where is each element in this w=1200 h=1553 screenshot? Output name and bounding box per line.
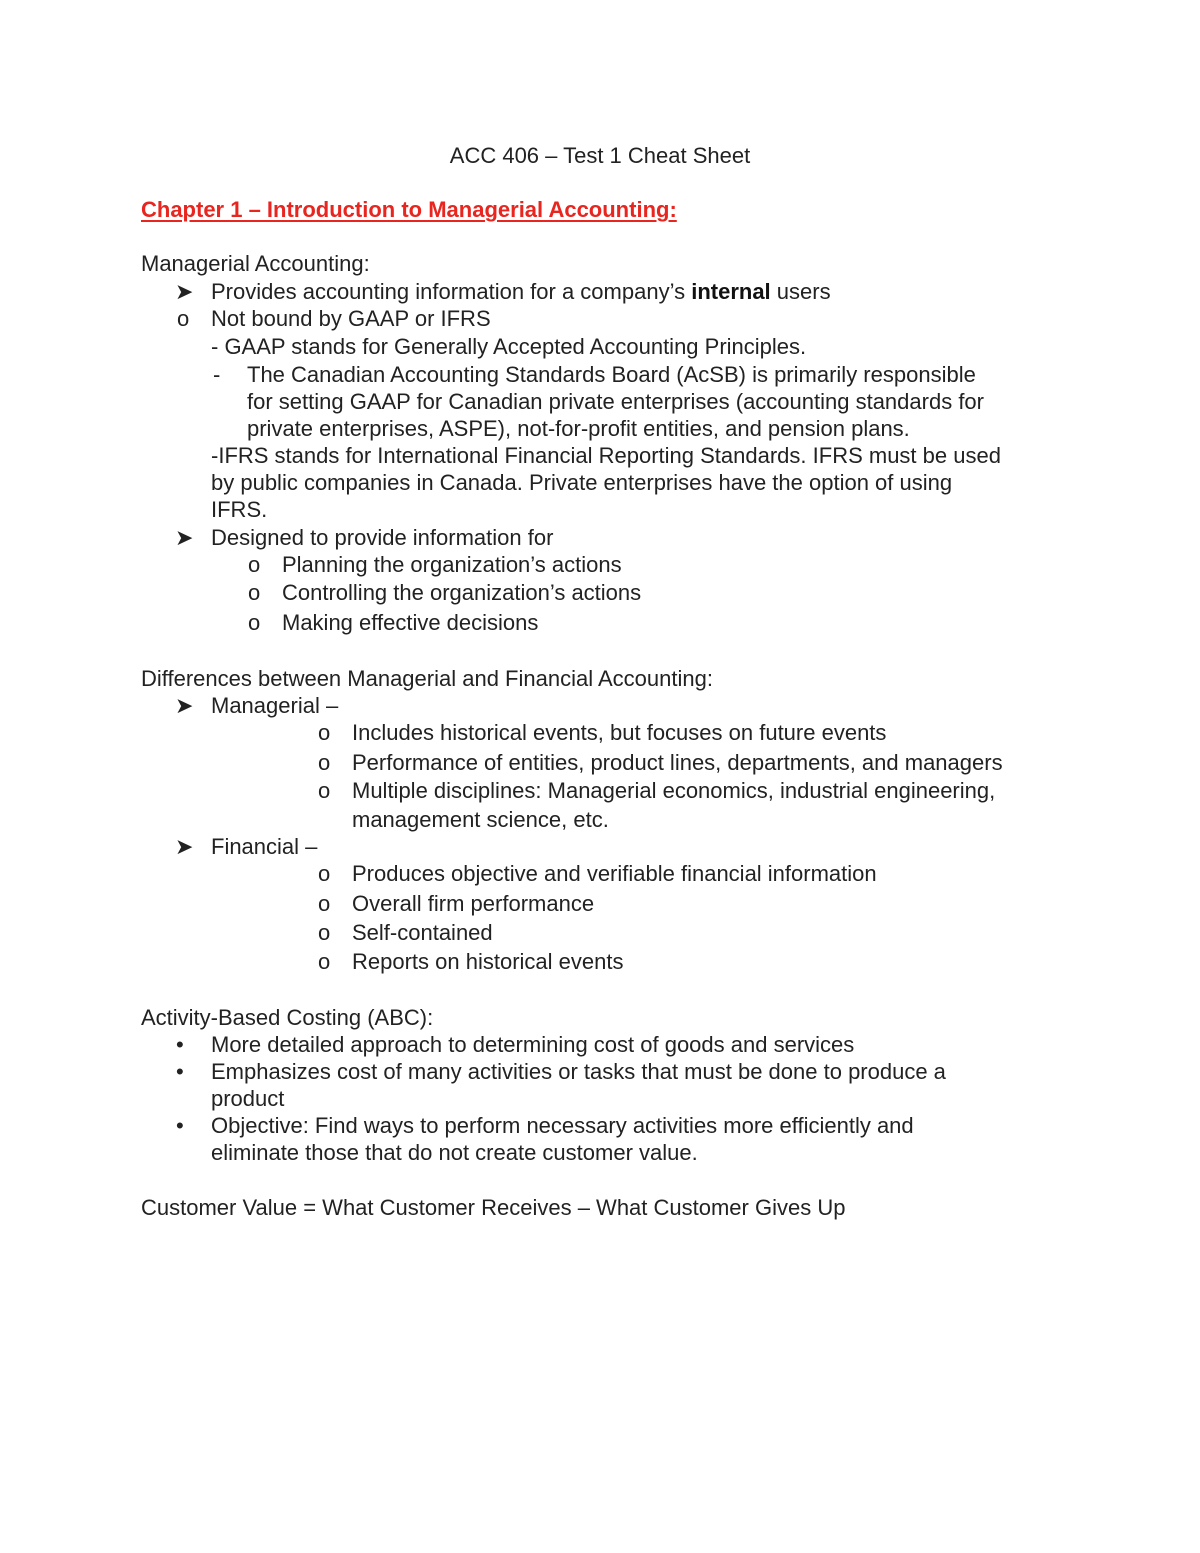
managerial-subitem: Performance of entities, product lines, departments, and managers (352, 750, 1003, 775)
designed-subitem: Planning the organization’s actions (282, 552, 622, 577)
bullet-icon: • (176, 1113, 184, 1138)
circle-bullet-icon: o (318, 920, 331, 945)
differences-heading: Differences between Managerial and Financial Accounting: (141, 666, 713, 691)
ifrs-line: by public companies in Canada. Private enterprises have the option of using (211, 470, 953, 495)
abc-item-continued: product (211, 1086, 285, 1111)
designed-subitem: Controlling the organization’s actions (282, 580, 642, 605)
acsb-line: The Canadian Accounting Standards Board (AcSB) is primarily responsible (247, 362, 976, 387)
financial-subitem: Overall firm performance (352, 891, 595, 916)
arrow-bullet-icon: ➤ (175, 693, 194, 718)
managerial-accounting-heading: Managerial Accounting: (141, 251, 370, 276)
financial-label: Financial – (211, 834, 318, 859)
managerial-label: Managerial – (211, 693, 339, 718)
arrow-bullet-icon: ➤ (175, 834, 194, 859)
bullet-icon: • (176, 1059, 184, 1084)
ifrs-line: -IFRS stands for International Financial Reporting Standards. IFRS must be used (211, 443, 1001, 468)
circle-bullet-icon: o (318, 861, 331, 886)
circle-bullet-icon: o (318, 720, 331, 745)
chapter-heading: Chapter 1 – Introduction to Managerial Accounting: (141, 197, 677, 222)
circle-bullet-icon: o (248, 610, 261, 635)
abc-item: Emphasizes cost of many activities or tasks that must be done to produce a (211, 1059, 946, 1084)
ifrs-line: IFRS. (211, 497, 268, 522)
circle-bullet-icon: o (318, 949, 331, 974)
managerial-subitem: Multiple disciplines: Managerial economics, industrial engineering, (352, 778, 996, 803)
bullet-icon: • (176, 1032, 184, 1057)
abc-item-continued: eliminate those that do not create customer value. (211, 1140, 698, 1165)
managerial-subitem: Includes historical events, but focuses on future events (352, 720, 887, 745)
internal-bold-text: internal (691, 279, 771, 304)
financial-subitem: Reports on historical events (352, 949, 624, 974)
customer-value-formula: Customer Value = What Customer Receives – What Customer Gives Up (141, 1195, 846, 1220)
financial-subitem: Produces objective and verifiable financial information (352, 861, 877, 886)
arrow-bullet-icon: ➤ (175, 279, 194, 304)
gaap-definition: - GAAP stands for Generally Accepted Accounting Principles. (211, 334, 807, 359)
circle-bullet-icon: o (248, 552, 261, 577)
not-bound-item: Not bound by GAAP or IFRS (211, 306, 491, 331)
circle-bullet-icon: o (248, 580, 261, 605)
abc-heading: Activity-Based Costing (ABC): (141, 1005, 434, 1030)
circle-bullet-icon: o (177, 306, 190, 331)
financial-subitem: Self-contained (352, 920, 493, 945)
abc-item: More detailed approach to determining cost of goods and services (211, 1032, 855, 1057)
page-title: ACC 406 – Test 1 Cheat Sheet (449, 143, 751, 168)
dash-marker: - (213, 362, 221, 387)
designed-item: Designed to provide information for (211, 525, 554, 550)
circle-bullet-icon: o (318, 750, 331, 775)
designed-subitem: Making effective decisions (282, 610, 539, 635)
provides-item: Provides accounting information for a company’s internal users (211, 279, 831, 304)
circle-bullet-icon: o (318, 778, 331, 803)
abc-item: Objective: Find ways to perform necessary activities more efficiently and (211, 1113, 914, 1138)
circle-bullet-icon: o (318, 891, 331, 916)
managerial-subitem-continued: management science, etc. (352, 807, 609, 832)
acsb-line: for setting GAAP for Canadian private enterprises (accounting standards for (247, 389, 984, 414)
arrow-bullet-icon: ➤ (175, 525, 194, 550)
acsb-line: private enterprises, ASPE), not-for-profit entities, and pension plans. (247, 416, 910, 441)
